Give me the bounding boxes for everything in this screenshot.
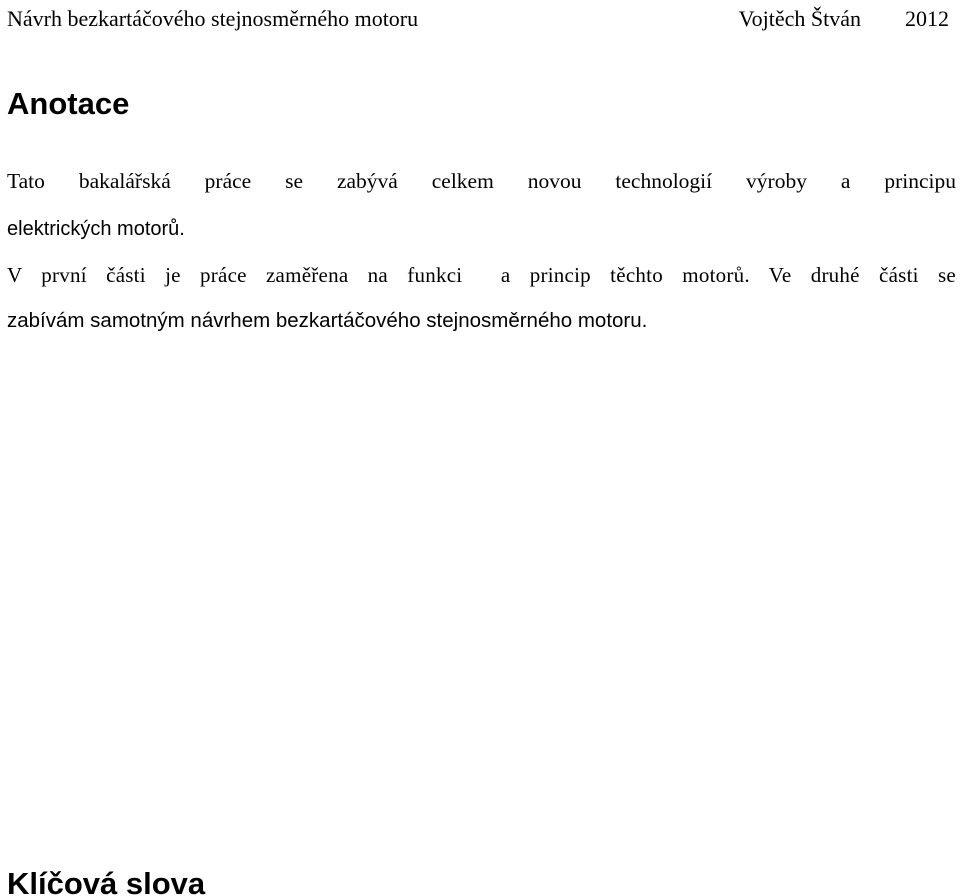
annotation-line-1: Tato bakalářská práce se zabývá celkem novou technologií výroby a principu xyxy=(7,169,956,193)
annotation-heading: Anotace xyxy=(7,86,130,121)
annotation-line-4: zabívám samotným návrhem bezkartáčového stejnosměrného motoru. xyxy=(7,309,648,332)
annotation-line-3: V první části je práce zaměřena na funkci a princip těchto motorů. Ve druhé části se xyxy=(7,263,956,287)
keywords-heading: Klíčová slova xyxy=(7,866,206,896)
header-year: 2012 xyxy=(905,6,949,31)
annotation-line-2: elektrických motorů. xyxy=(7,218,185,240)
header-author: Vojtěch Štván xyxy=(738,6,861,31)
header-title: Návrh bezkartáčového stejnosměrného motoru xyxy=(7,6,419,31)
running-header xyxy=(7,6,949,32)
